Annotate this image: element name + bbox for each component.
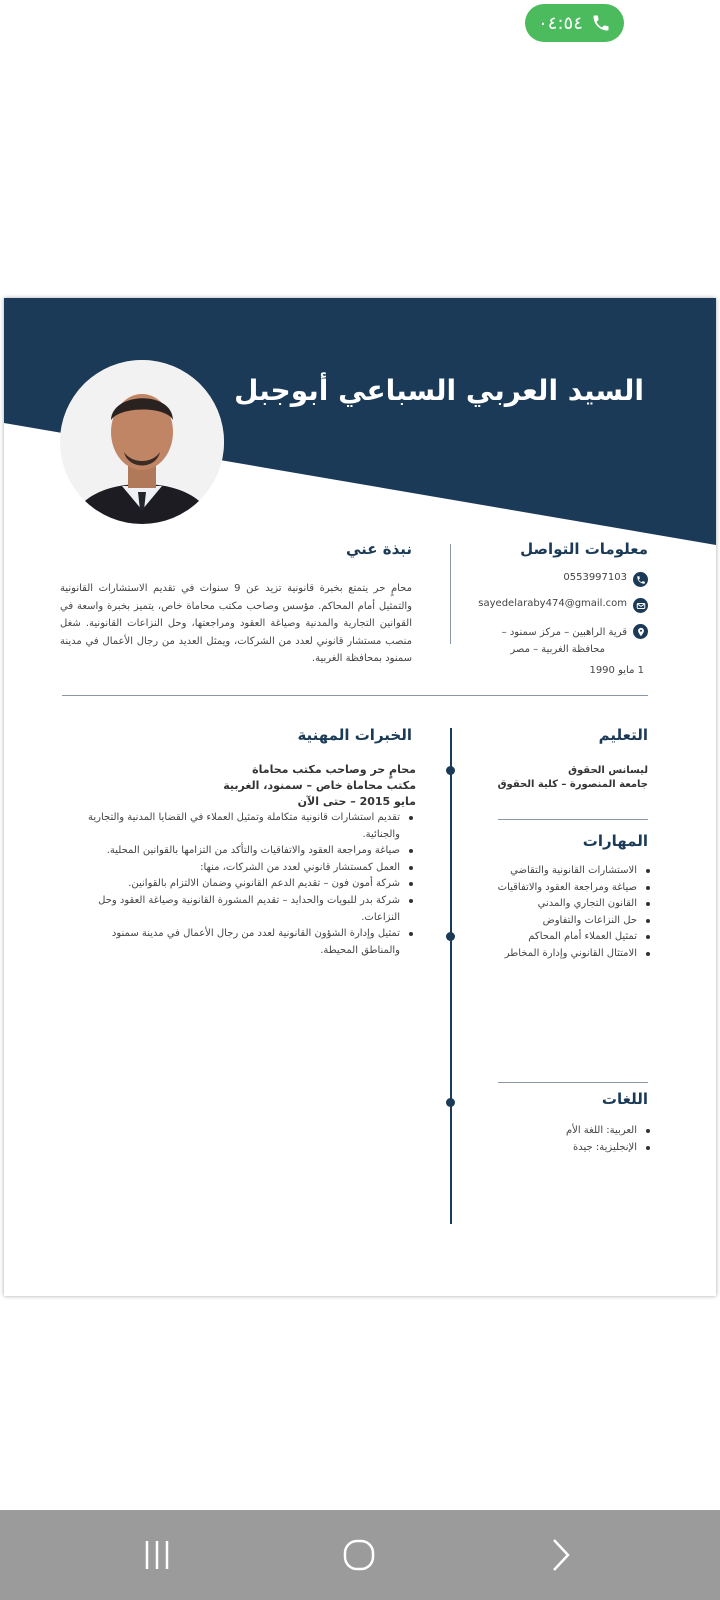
- timeline-dot: [446, 1098, 455, 1107]
- about-text: محامٍ حر يتمتع بخبرة قانونية تزيد عن 9 سنوات في تقديم الاستشارات القانونية والتمثيل أمام المحاكم. مؤسس وصاحب مكتب محاماة خاص، يتميز بخبرة واسعة في القوانين التجارية والمدنية وصياغة العقود ومراجعتها، وحل النزاعات القانونية. شغل منصب مستشار قانوني لعدد من الشركات، ويمثل العديد من رجال الأعمال في مدينة سمنود بمحافظة الغربية.: [60, 583, 412, 665]
- contact-phone: [563, 572, 648, 587]
- section-divider: [62, 695, 648, 696]
- call-time: ٠٤:٥٤: [538, 12, 583, 34]
- profile-photo: [60, 360, 224, 524]
- language-item: العربية: اللغة الأم: [493, 1123, 653, 1140]
- skills-title: المهارات: [582, 832, 648, 850]
- education-divider: [498, 819, 648, 820]
- experience-title: الخبرات المهنية: [297, 726, 412, 744]
- education-degree: ليسانس الحقوق: [568, 765, 648, 776]
- contact-email: [478, 598, 648, 613]
- navigation-bar: [0, 1510, 720, 1600]
- about-title: نبذة عني: [345, 540, 412, 558]
- skills-list: [493, 863, 653, 963]
- experience-item: شركة بدر للبويات والحدايد – تقديم المشورة القانونية وصياغة العقود وحل النزاعات.: [76, 893, 416, 926]
- languages-list: [493, 1123, 653, 1156]
- home-icon: [341, 1537, 377, 1573]
- experience-item: صياغة ومراجعة العقود والاتفاقيات والتأكد من التزامها بالقوانين المحلية.: [76, 843, 416, 860]
- back-button[interactable]: [536, 1530, 586, 1580]
- education-entry: [498, 764, 648, 792]
- location-pin-icon: [633, 624, 648, 639]
- ongoing-call-chip[interactable]: [525, 4, 624, 42]
- education-title: التعليم: [598, 726, 648, 744]
- header-divider-vertical: [450, 544, 451, 644]
- address-line-2: محافظة الغربية – مصر: [510, 644, 605, 655]
- skill-item: حل النزاعات والتفاوض: [493, 913, 653, 930]
- experience-item: العمل كمستشار قانوني لعدد من الشركات، منها:: [76, 860, 416, 877]
- recent-apps-icon: [139, 1537, 175, 1573]
- contact-birthdate: [589, 665, 644, 676]
- skill-item: تمثيل العملاء أمام المحاكم: [493, 929, 653, 946]
- timeline-line: [450, 728, 452, 1224]
- phone-icon: [591, 13, 611, 33]
- chevron-right-icon: [543, 1537, 579, 1573]
- resume-name: السيد العربي السباعي أبوجبل: [234, 374, 644, 407]
- experience-period: مايو 2015 – حتى الآن: [297, 795, 416, 808]
- email-address: sayedelaraby474@gmail.com: [478, 598, 627, 609]
- experience-list: [76, 810, 416, 959]
- resume-page[interactable]: [4, 298, 716, 1296]
- experience-item: تقديم استشارات قانونية متكاملة وتمثيل العملاء في القضايا المدنية والتجارية والجنائية.: [76, 810, 416, 843]
- experience-item: تمثيل وإدارة الشؤون القانونية لعدد من رجال الأعمال في مدينة سمنود والمناطق المحيطة.: [76, 926, 416, 959]
- skill-item: صياغة ومراجعة العقود والاتفاقيات: [493, 880, 653, 897]
- phone-icon: [633, 572, 648, 587]
- timeline-dot: [446, 766, 455, 775]
- skills-divider: [498, 1082, 648, 1083]
- email-icon: [633, 598, 648, 613]
- phone-number: 0553997103: [563, 572, 627, 583]
- recent-apps-button[interactable]: [132, 1530, 182, 1580]
- contact-address: [502, 624, 648, 658]
- timeline-dot: [446, 932, 455, 941]
- experience-item: شركة أمون فون – تقديم الدعم القانوني وضمان الالتزام بالقوانين.: [76, 876, 416, 893]
- experience-company: مكتب محاماة خاص – سمنود، الغربية: [223, 779, 416, 792]
- language-item: الإنجليزية: جيدة: [493, 1140, 653, 1157]
- skill-item: القانون التجاري والمدني: [493, 896, 653, 913]
- address-line-1: قرية الراهبين – مركز سمنود –: [501, 627, 627, 638]
- experience-header: [223, 762, 416, 810]
- experience-role: محامٍ حر وصاحب مكتب محاماة: [252, 763, 416, 776]
- skill-item: الاستشارات القانونية والتقاضي: [493, 863, 653, 880]
- languages-title: اللغات: [601, 1090, 648, 1108]
- contact-title: معلومات التواصل: [520, 540, 648, 558]
- skill-item: الامتثال القانوني وإدارة المخاطر: [493, 946, 653, 963]
- education-school: جامعة المنصورة – كلية الحقوق: [497, 779, 648, 790]
- home-button[interactable]: [334, 1530, 384, 1580]
- birth-date: 1 مايو 1990: [589, 665, 644, 676]
